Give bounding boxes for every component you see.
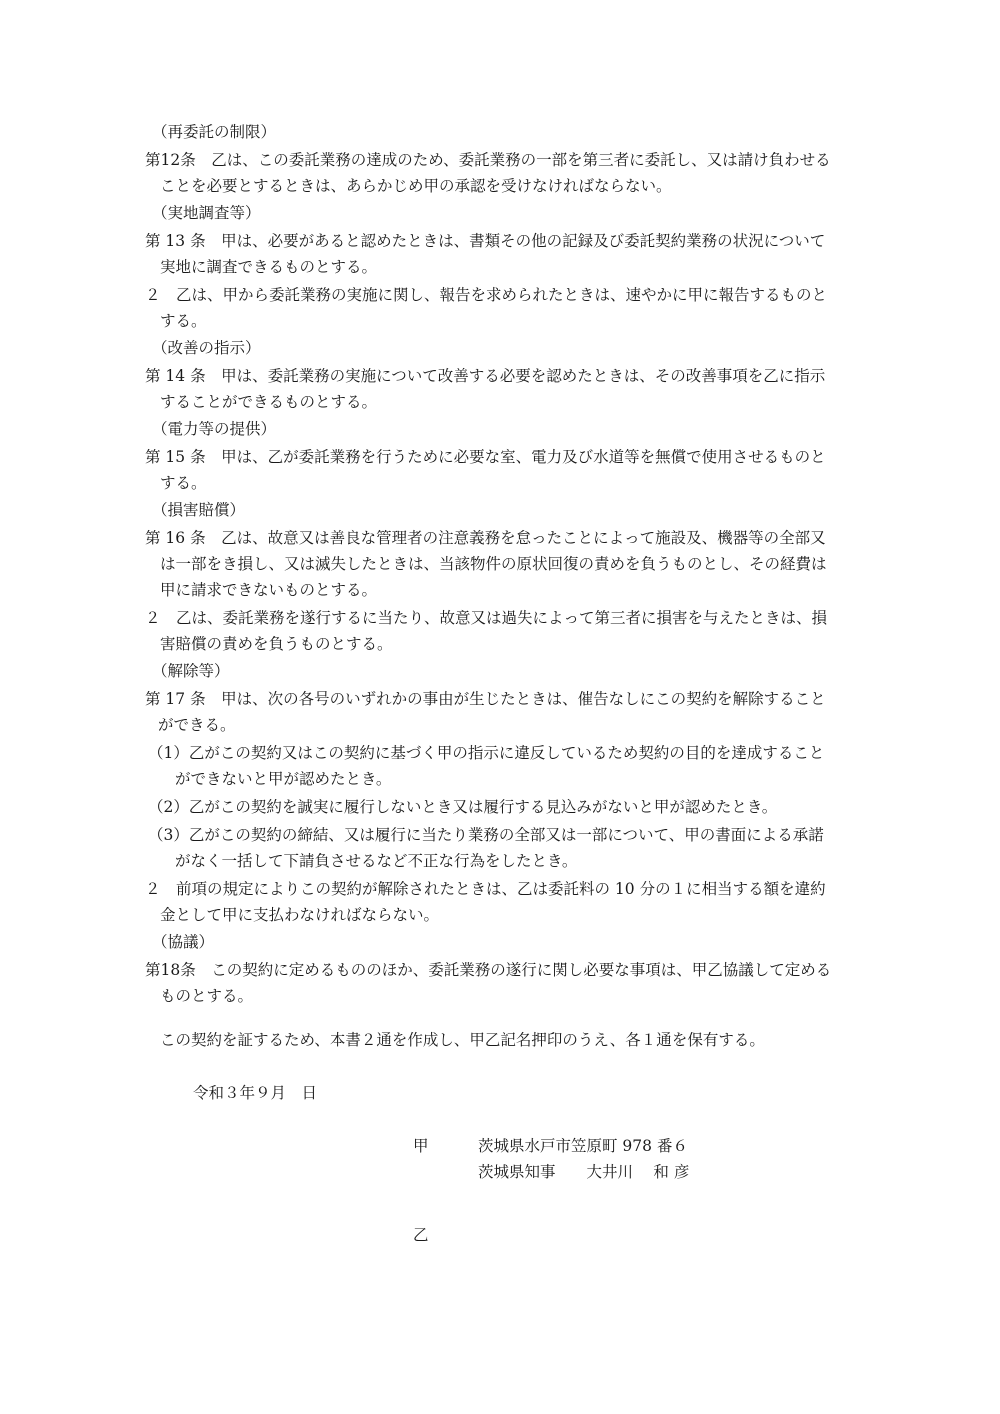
article-17-item-3-line-1: （3）乙がこの契約の締結、又は履行に当たり業務の全部又は一部について、甲の書面による承諾 [148, 826, 824, 844]
article-12-line-1: 第12条 乙は、この委託業務の達成のため、委託業務の一部を第三者に委託し、又は請け負わせる [145, 151, 831, 169]
article-18-line-1: 第18条 この契約に定めるもののほか、委託業務の遂行に関し必要な事項は、甲乙協議して定める [145, 961, 832, 979]
article-16-line-1: 第 16 条 乙は、故意又は善良な管理者の注意義務を怠ったことによって施設及、機器等の全部又 [145, 529, 826, 547]
heading-damages: （損害賠償） [152, 501, 246, 519]
party-a-address: 茨城県水戸市笠原町 978 番６ [478, 1137, 688, 1155]
article-13-para-2-line-2: する。 [160, 312, 207, 330]
contract-date: 令和３年９月 日 [193, 1084, 318, 1102]
article-17-line-1: 第 17 条 甲は、次の各号のいずれかの事由が生じたときは、催告なしにこの契約を解除すること [145, 690, 826, 708]
article-18-line-2: ものとする。 [160, 987, 254, 1005]
article-17-item-1-line-2: ができないと甲が認めたとき。 [175, 770, 392, 788]
article-17-para-2-line-1: ２ 前項の規定によりこの契約が解除されたときは、乙は委託料の 10 分の１に相当する額を違約 [145, 880, 826, 898]
article-17-para-2-line-2: 金として甲に支払わなければならない。 [160, 906, 440, 924]
article-14-line-1: 第 14 条 甲は、委託業務の実施について改善する必要を認めたときは、その改善事項を乙に指示 [145, 367, 826, 385]
party-a-representative: 茨城県知事 大井川 和 彦 [478, 1163, 690, 1181]
article-17-item-3-line-2: がなく一括して下請負させるなど不正な行為をしたとき。 [175, 852, 578, 870]
witness-statement: この契約を証するため、本書２通を作成し、甲乙記名押印のうえ、各１通を保有する。 [160, 1031, 765, 1049]
article-12-line-2: ことを必要とするときは、あらかじめ甲の承認を受けなければならない。 [160, 177, 672, 195]
article-16-line-2: は一部をき損し、又は滅失したときは、当該物件の原状回復の責めを負うものとし、その経費は [160, 555, 827, 573]
article-17-item-1-line-1: （1）乙がこの契約又はこの契約に基づく甲の指示に違反しているため契約の目的を達成すること [148, 744, 825, 762]
article-17-line-2: ができる。 [158, 716, 236, 734]
heading-termination: （解除等） [152, 662, 230, 680]
article-15-line-2: する。 [160, 474, 207, 492]
party-b-label: 乙 [413, 1226, 429, 1244]
heading-power-supply: （電力等の提供） [152, 420, 277, 438]
article-13-line-1: 第 13 条 甲は、必要があると認めたときは、書類その他の記録及び委託契約業務の状況について [145, 232, 826, 250]
article-16-para-2-line-2: 害賠償の責めを負うものとする。 [160, 635, 393, 653]
article-14-line-2: することができるものとする。 [160, 393, 378, 411]
heading-consultation: （協議） [152, 933, 215, 951]
article-15-line-1: 第 15 条 甲は、乙が委託業務を行うために必要な室、電力及び水道等を無償で使用させるものと [145, 448, 826, 466]
article-13-para-2-line-1: ２ 乙は、甲から委託業務の実施に関し、報告を求められたときは、速やかに甲に報告するものと [145, 286, 828, 304]
article-16-line-3: 甲に請求できないものとする。 [160, 581, 378, 599]
article-16-para-2-line-1: ２ 乙は、委託業務を遂行するに当たり、故意又は過失によって第三者に損害を与えたときは、損 [145, 609, 828, 627]
heading-inspection: （実地調査等） [152, 204, 261, 222]
article-17-item-2: （2）乙がこの契約を誠実に履行しないとき又は履行する見込みがないと甲が認めたとき。 [148, 798, 778, 816]
heading-improvement: （改善の指示） [152, 339, 261, 357]
heading-subcontract: （再委託の制限） [152, 123, 277, 141]
article-13-line-2: 実地に調査できるものとする。 [160, 258, 378, 276]
party-a-label: 甲 [413, 1137, 429, 1155]
